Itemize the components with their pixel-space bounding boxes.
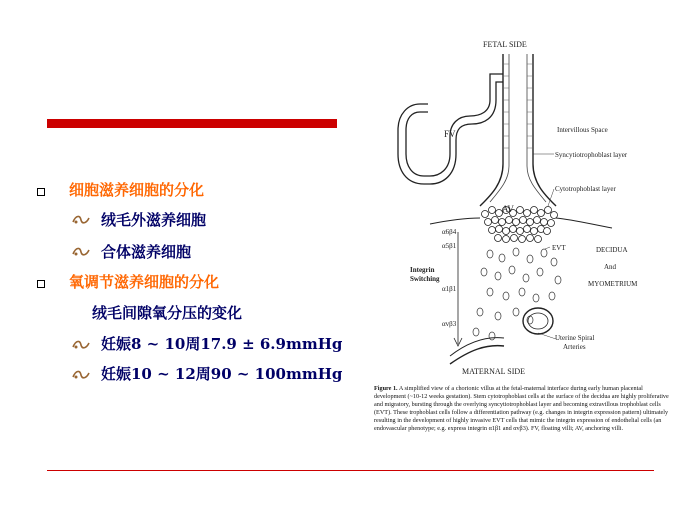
label-a1b1: α1β1: [442, 285, 457, 293]
bullet-item-evt: 绒毛外滋养细胞: [101, 211, 207, 229]
label-syncytiotrophoblast: Syncytiotrophoblast layer: [555, 151, 628, 159]
figure-caption: [374, 385, 674, 433]
label-switching: Switching: [410, 275, 440, 283]
label-maternal-side: MATERNAL SIDE: [462, 367, 526, 376]
label-evt: EVT: [552, 244, 566, 252]
label-uterine-spiral: Uterine Spiral: [555, 334, 595, 342]
label-intervillous-space: Intervillous Space: [557, 126, 608, 134]
label-arteries: Arteries: [563, 343, 586, 351]
label-integrin: Integrin: [410, 266, 435, 274]
label-a5b1: α5β1: [442, 242, 457, 250]
caption-body: A simplified view of a chorionic villus at the fetal-maternal interface during early human placental development (~10-12 weeks gestation). Stem cytotrophoblast cells at the surface of the decidua are highly proliferative and migratory, bursting through the overlying syncytiotrophoblast layer and becoming extravillous trophoblast cells (EVT). These trophoblast cells follow a differentiation pathway (e.g. changes in integrin expression pattern) ultimately resulting in the development of highly invasive EVT cells that mimic the integrin expression of endothelial cells (an endovascular phenotype; e.g. express integrin α1β1 and αvβ3). FV, floating villi; AV, anchoring villi.: [374, 385, 669, 432]
bullet-item-differentiation: 细胞滋养细胞的分化: [69, 181, 205, 199]
label-fv: FV: [444, 129, 456, 139]
label-av: AV: [502, 204, 514, 214]
swirl-bullet-icon: [72, 339, 90, 351]
label-avb3: αvβ3: [442, 320, 457, 328]
swirl-bullet-icon: [72, 214, 90, 226]
label-a6b4: α6β4: [442, 228, 457, 236]
square-bullet-icon: [37, 280, 45, 288]
label-myometrium: MYOMETRIUM: [588, 280, 638, 288]
bullet-item-week10-12: 妊娠10 ~ 12周90 ~ 100mmHg: [101, 365, 343, 383]
swirl-bullet-icon: [72, 246, 90, 258]
bullet-list: [0, 0, 345, 400]
label-decidua: DECIDUA: [596, 246, 628, 254]
bullet-item-week8-10: 妊娠8 ~ 10周17.9 ± 6.9mmHg: [101, 335, 343, 353]
square-bullet-icon: [37, 188, 45, 196]
bullet-item-syncytio: 合体滋养细胞: [101, 243, 192, 261]
footer-divider: [47, 470, 654, 471]
bullet-item-oxygen: 氧调节滋养细胞的分化: [69, 273, 220, 291]
label-and: And: [604, 263, 617, 271]
swirl-bullet-icon: [72, 369, 90, 381]
label-cytotrophoblast: Cytotrophoblast layer: [555, 185, 616, 193]
bullet-item-po2-change: 绒毛间隙氧分压的变化: [92, 304, 243, 322]
label-fetal-side: FETAL SIDE: [483, 40, 527, 49]
caption-title: Figure 1.: [374, 385, 398, 392]
villus-diagram: [340, 34, 655, 384]
